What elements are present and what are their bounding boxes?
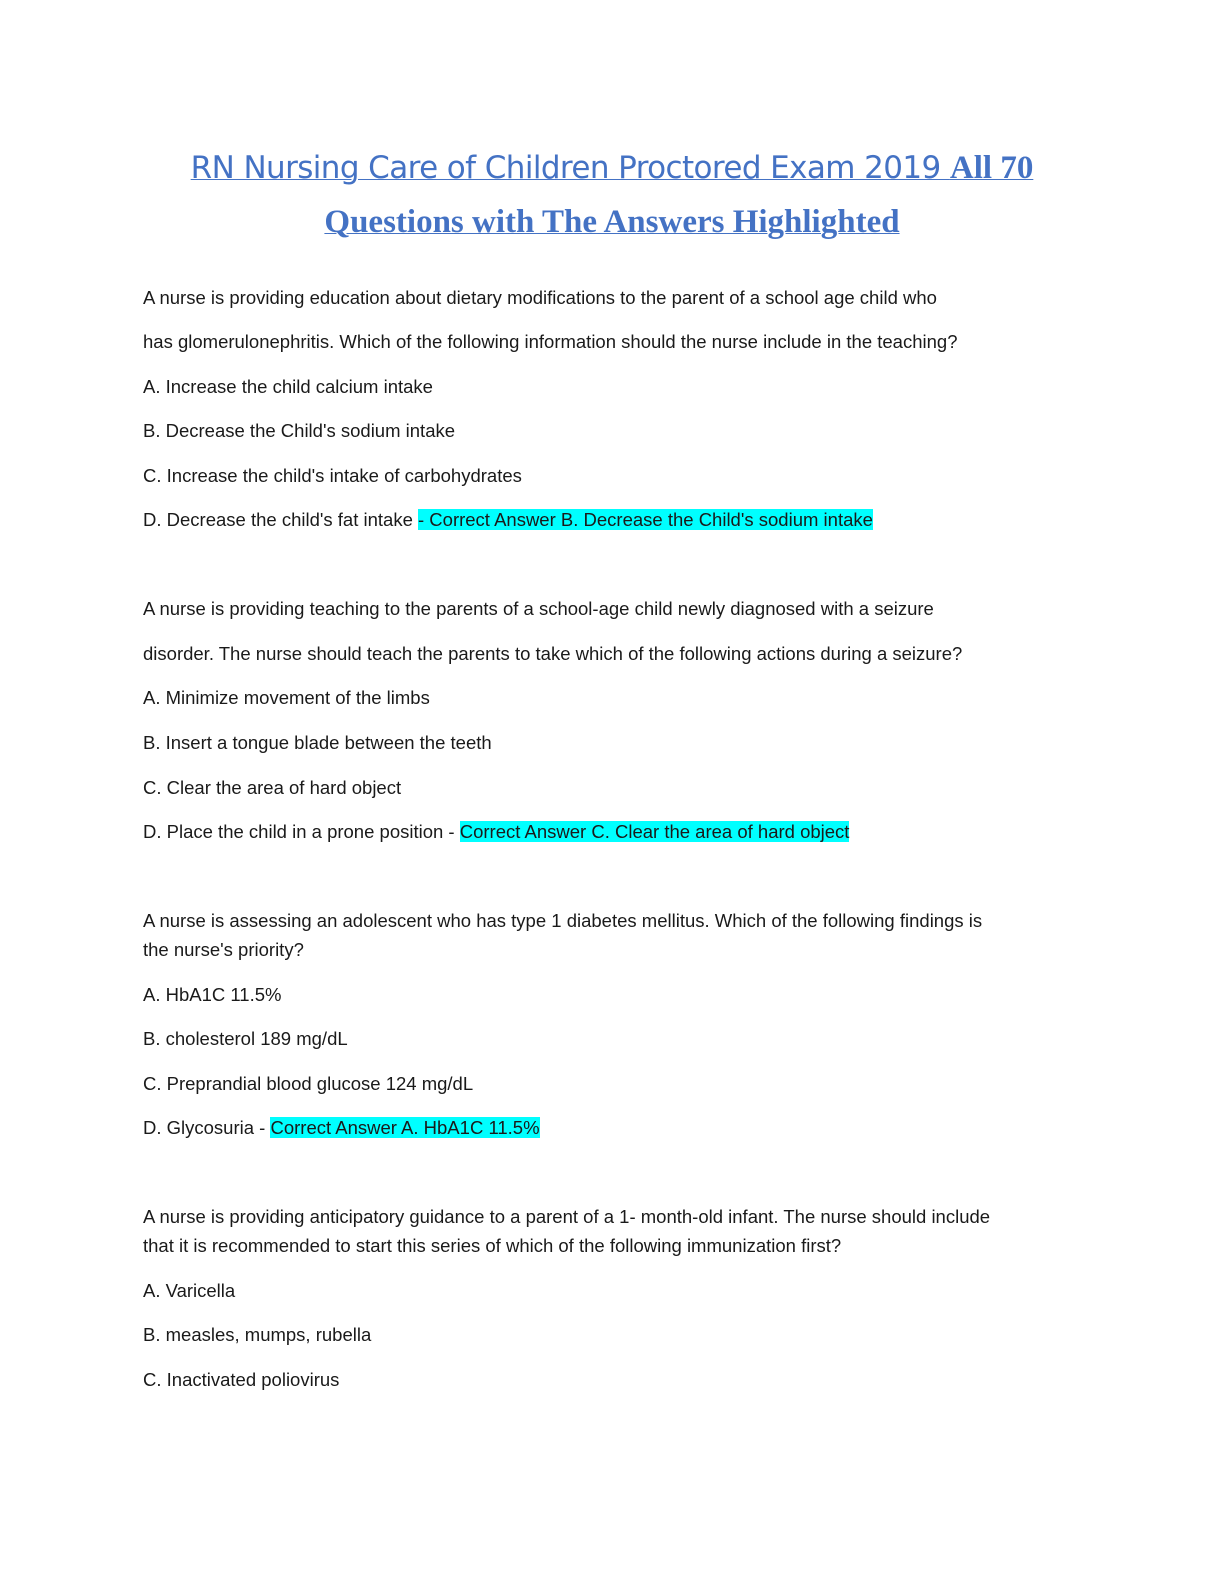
q2-option-a: A. Minimize movement of the limbs [143, 687, 430, 708]
q2-option-c: C. Clear the area of hard object [143, 777, 402, 798]
document-title [130, 144, 1094, 252]
q1-stem-line-1: A nurse is providing education about dietary modifications to the parent of a school age child who [143, 287, 937, 308]
title-part-2b: Questions with The Answers Highlighted [324, 204, 900, 240]
q1-correct-answer-highlight: - Correct Answer B. Decrease the Child's sodium intake [418, 509, 873, 530]
q3-option-d-line [143, 1116, 540, 1140]
q2-option-d-line [143, 820, 849, 844]
q2-stem-line-2: disorder. The nurse should teach the parents to take which of the following actions during a seizure? [143, 643, 963, 664]
q1-option-c: C. Increase the child's intake of carbohydrates [143, 465, 522, 486]
q4-stem-line-1: A nurse is providing anticipatory guidance to a parent of a 1- month-old infant. The nurse should include [143, 1206, 991, 1227]
q3-option-b: B. cholesterol 189 mg/dL [143, 1028, 348, 1049]
q1-option-b: B. Decrease the Child's sodium intake [143, 420, 456, 441]
q4-option-c: C. Inactivated poliovirus [143, 1369, 340, 1390]
q3-option-c: C. Preprandial blood glucose 124 mg/dL [143, 1073, 474, 1094]
q1-stem-line-2: has glomerulonephritis. Which of the following information should the nurse include in the teaching? [143, 331, 958, 352]
q3-correct-answer-highlight: Correct Answer A. HbA1C 11.5% [270, 1117, 540, 1138]
q3-stem-line-1: A nurse is assessing an adolescent who has type 1 diabetes mellitus. Which of the following findings is [143, 910, 983, 931]
q2-option-b: B. Insert a tongue blade between the teeth [143, 732, 492, 753]
q4-stem-line-2: that it is recommended to start this series of which of the following immunization first? [143, 1235, 842, 1256]
q1-option-d-line [143, 508, 873, 532]
q2-option-d: D. Place the child in a prone position - [143, 821, 460, 842]
q2-correct-answer-highlight: Correct Answer C. Clear the area of hard object [459, 821, 850, 842]
q1-option-d: D. Decrease the child's fat intake [143, 509, 418, 530]
q3-option-d: D. Glycosuria - [143, 1117, 271, 1138]
q1-option-a: A. Increase the child calcium intake [143, 376, 433, 397]
q4-option-b: B. measles, mumps, rubella [143, 1324, 372, 1345]
q2-stem-line-1: A nurse is providing teaching to the parents of a school-age child newly diagnosed with a seizure [143, 598, 934, 619]
title-part-1: RN Nursing Care of Children Proctored Exam 2019 [190, 150, 950, 186]
title-part-2a: All 70 [949, 150, 1034, 186]
q3-stem-line-2: the nurse's priority? [143, 939, 304, 960]
q3-option-a: A. HbA1C 11.5% [143, 984, 282, 1005]
q4-option-a: A. Varicella [143, 1280, 236, 1301]
